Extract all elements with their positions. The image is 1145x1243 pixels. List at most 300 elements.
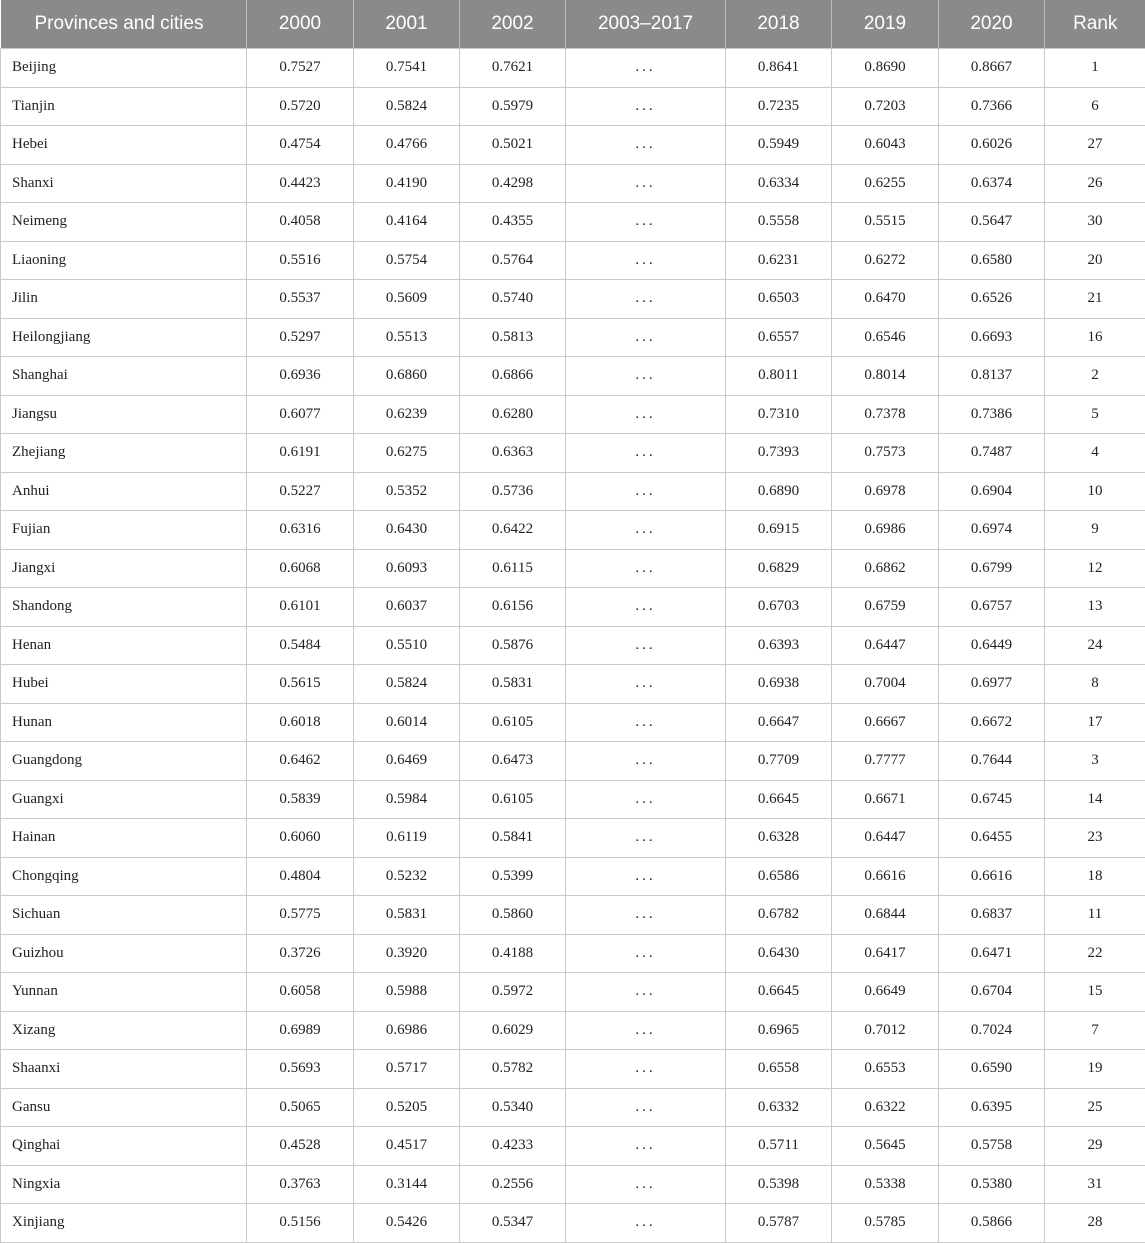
- value-cell: 0.6647: [726, 703, 832, 742]
- value-cell: 0.6671: [832, 780, 939, 819]
- table-row: [1, 703, 1145, 742]
- value-cell: 0.8011: [726, 357, 832, 396]
- rank-cell: 31: [1045, 1165, 1145, 1204]
- value-cell: 0.5297: [247, 318, 354, 357]
- table-row: [1, 49, 1145, 88]
- header-row: [1, 0, 1145, 49]
- value-cell: 0.5979: [460, 87, 566, 126]
- omitted-years-cell: ...: [566, 511, 726, 550]
- province-name-cell: Fujian: [1, 511, 247, 550]
- value-cell: 0.5841: [460, 819, 566, 858]
- value-cell: 0.5516: [247, 241, 354, 280]
- value-cell: 0.6938: [726, 665, 832, 704]
- value-cell: 0.4164: [354, 203, 460, 242]
- value-cell: 0.4355: [460, 203, 566, 242]
- rank-cell: 13: [1045, 588, 1145, 627]
- value-cell: 0.5537: [247, 280, 354, 319]
- table-row: [1, 1011, 1145, 1050]
- value-cell: 0.7573: [832, 434, 939, 473]
- value-cell: 0.7541: [354, 49, 460, 88]
- value-cell: 0.6745: [939, 780, 1045, 819]
- province-name-cell: Neimeng: [1, 203, 247, 242]
- province-name-cell: Shanghai: [1, 357, 247, 396]
- column-header-2001: 2001: [354, 0, 460, 49]
- value-cell: 0.7024: [939, 1011, 1045, 1050]
- omitted-years-cell: ...: [566, 703, 726, 742]
- value-cell: 0.6029: [460, 1011, 566, 1050]
- value-cell: 0.6860: [354, 357, 460, 396]
- value-cell: 0.7644: [939, 742, 1045, 781]
- value-cell: 0.5065: [247, 1088, 354, 1127]
- value-cell: 0.5988: [354, 973, 460, 1012]
- value-cell: 0.5021: [460, 126, 566, 165]
- table-row: [1, 395, 1145, 434]
- omitted-years-cell: ...: [566, 203, 726, 242]
- value-cell: 0.3920: [354, 934, 460, 973]
- rank-cell: 10: [1045, 472, 1145, 511]
- value-cell: 0.6455: [939, 819, 1045, 858]
- value-cell: 0.6275: [354, 434, 460, 473]
- value-cell: 0.6558: [726, 1050, 832, 1089]
- rank-cell: 16: [1045, 318, 1145, 357]
- omitted-years-cell: ...: [566, 934, 726, 973]
- province-name-cell: Beijing: [1, 49, 247, 88]
- table-row: [1, 1050, 1145, 1089]
- rank-cell: 1: [1045, 49, 1145, 88]
- value-cell: 0.8641: [726, 49, 832, 88]
- value-cell: 0.6915: [726, 511, 832, 550]
- value-cell: 0.5720: [247, 87, 354, 126]
- value-cell: 0.7621: [460, 49, 566, 88]
- table-row: [1, 1204, 1145, 1243]
- table-row: [1, 973, 1145, 1012]
- omitted-years-cell: ...: [566, 434, 726, 473]
- value-cell: 0.6239: [354, 395, 460, 434]
- value-cell: 0.6393: [726, 626, 832, 665]
- value-cell: 0.6471: [939, 934, 1045, 973]
- value-cell: 0.5813: [460, 318, 566, 357]
- value-cell: 0.2556: [460, 1165, 566, 1204]
- value-cell: 0.7310: [726, 395, 832, 434]
- value-cell: 0.4233: [460, 1127, 566, 1166]
- value-cell: 0.6667: [832, 703, 939, 742]
- omitted-years-cell: ...: [566, 626, 726, 665]
- value-cell: 0.6703: [726, 588, 832, 627]
- value-cell: 0.7378: [832, 395, 939, 434]
- value-cell: 0.6374: [939, 164, 1045, 203]
- value-cell: 0.6191: [247, 434, 354, 473]
- rank-cell: 9: [1045, 511, 1145, 550]
- value-cell: 0.5775: [247, 896, 354, 935]
- table-row: [1, 280, 1145, 319]
- value-cell: 0.4517: [354, 1127, 460, 1166]
- table-row: [1, 87, 1145, 126]
- omitted-years-cell: ...: [566, 549, 726, 588]
- value-cell: 0.6470: [832, 280, 939, 319]
- table-row: [1, 434, 1145, 473]
- rank-cell: 7: [1045, 1011, 1145, 1050]
- value-cell: 0.5156: [247, 1204, 354, 1243]
- value-cell: 0.6989: [247, 1011, 354, 1050]
- value-cell: 0.5205: [354, 1088, 460, 1127]
- value-cell: 0.5824: [354, 665, 460, 704]
- omitted-years-cell: ...: [566, 164, 726, 203]
- value-cell: 0.6862: [832, 549, 939, 588]
- value-cell: 0.6974: [939, 511, 1045, 550]
- omitted-years-cell: ...: [566, 819, 726, 858]
- value-cell: 0.6546: [832, 318, 939, 357]
- column-header-provinces: Provinces and cities: [1, 0, 247, 49]
- province-name-cell: Guangxi: [1, 780, 247, 819]
- value-cell: 0.7203: [832, 87, 939, 126]
- table-header: [1, 0, 1145, 49]
- value-cell: 0.6447: [832, 819, 939, 858]
- table-row: [1, 934, 1145, 973]
- value-cell: 0.6890: [726, 472, 832, 511]
- rank-cell: 27: [1045, 126, 1145, 165]
- column-header-2002: 2002: [460, 0, 566, 49]
- rank-cell: 21: [1045, 280, 1145, 319]
- table-row: [1, 241, 1145, 280]
- province-name-cell: Hunan: [1, 703, 247, 742]
- value-cell: 0.6936: [247, 357, 354, 396]
- value-cell: 0.6332: [726, 1088, 832, 1127]
- value-cell: 0.6782: [726, 896, 832, 935]
- value-cell: 0.5949: [726, 126, 832, 165]
- omitted-years-cell: ...: [566, 1050, 726, 1089]
- value-cell: 0.6334: [726, 164, 832, 203]
- province-name-cell: Hubei: [1, 665, 247, 704]
- value-cell: 0.3726: [247, 934, 354, 973]
- value-cell: 0.5380: [939, 1165, 1045, 1204]
- value-cell: 0.6093: [354, 549, 460, 588]
- value-cell: 0.6119: [354, 819, 460, 858]
- value-cell: 0.5513: [354, 318, 460, 357]
- value-cell: 0.3144: [354, 1165, 460, 1204]
- value-cell: 0.8690: [832, 49, 939, 88]
- rank-cell: 29: [1045, 1127, 1145, 1166]
- value-cell: 0.6043: [832, 126, 939, 165]
- value-cell: 0.5398: [726, 1165, 832, 1204]
- province-name-cell: Guizhou: [1, 934, 247, 973]
- province-name-cell: Chongqing: [1, 857, 247, 896]
- value-cell: 0.5866: [939, 1204, 1045, 1243]
- value-cell: 0.5347: [460, 1204, 566, 1243]
- value-cell: 0.6866: [460, 357, 566, 396]
- value-cell: 0.4188: [460, 934, 566, 973]
- value-cell: 0.6837: [939, 896, 1045, 935]
- value-cell: 0.7235: [726, 87, 832, 126]
- value-cell: 0.6904: [939, 472, 1045, 511]
- value-cell: 0.5876: [460, 626, 566, 665]
- table-row: [1, 549, 1145, 588]
- value-cell: 0.5232: [354, 857, 460, 896]
- rank-cell: 14: [1045, 780, 1145, 819]
- value-cell: 0.5839: [247, 780, 354, 819]
- province-name-cell: Zhejiang: [1, 434, 247, 473]
- province-name-cell: Shanxi: [1, 164, 247, 203]
- value-cell: 0.6430: [354, 511, 460, 550]
- value-cell: 0.5399: [460, 857, 566, 896]
- value-cell: 0.4754: [247, 126, 354, 165]
- omitted-years-cell: ...: [566, 280, 726, 319]
- value-cell: 0.6430: [726, 934, 832, 973]
- province-name-cell: Hainan: [1, 819, 247, 858]
- rank-cell: 4: [1045, 434, 1145, 473]
- value-cell: 0.5782: [460, 1050, 566, 1089]
- table-row: [1, 742, 1145, 781]
- omitted-years-cell: ...: [566, 49, 726, 88]
- omitted-years-cell: ...: [566, 665, 726, 704]
- omitted-years-cell: ...: [566, 857, 726, 896]
- omitted-years-cell: ...: [566, 896, 726, 935]
- value-cell: 0.5787: [726, 1204, 832, 1243]
- value-cell: 0.6799: [939, 549, 1045, 588]
- value-cell: 0.6704: [939, 973, 1045, 1012]
- table-row: [1, 588, 1145, 627]
- omitted-years-cell: ...: [566, 87, 726, 126]
- omitted-years-cell: ...: [566, 241, 726, 280]
- omitted-years-cell: ...: [566, 472, 726, 511]
- table-row: [1, 472, 1145, 511]
- column-header-rank: Rank: [1045, 0, 1145, 49]
- value-cell: 0.5693: [247, 1050, 354, 1089]
- rank-cell: 17: [1045, 703, 1145, 742]
- value-cell: 0.5510: [354, 626, 460, 665]
- table-row: [1, 511, 1145, 550]
- rank-cell: 12: [1045, 549, 1145, 588]
- value-cell: 0.4190: [354, 164, 460, 203]
- value-cell: 0.6316: [247, 511, 354, 550]
- value-cell: 0.6395: [939, 1088, 1045, 1127]
- table-row: [1, 1127, 1145, 1166]
- table-row: [1, 126, 1145, 165]
- omitted-years-cell: ...: [566, 318, 726, 357]
- rank-cell: 20: [1045, 241, 1145, 280]
- value-cell: 0.6363: [460, 434, 566, 473]
- value-cell: 0.5515: [832, 203, 939, 242]
- rank-cell: 26: [1045, 164, 1145, 203]
- value-cell: 0.6986: [832, 511, 939, 550]
- province-name-cell: Heilongjiang: [1, 318, 247, 357]
- rank-cell: 2: [1045, 357, 1145, 396]
- value-cell: 0.6058: [247, 973, 354, 1012]
- value-cell: 0.6101: [247, 588, 354, 627]
- value-cell: 0.5338: [832, 1165, 939, 1204]
- value-cell: 0.6503: [726, 280, 832, 319]
- value-cell: 0.6447: [832, 626, 939, 665]
- value-cell: 0.6026: [939, 126, 1045, 165]
- value-cell: 0.6280: [460, 395, 566, 434]
- rank-cell: 30: [1045, 203, 1145, 242]
- column-header-2018: 2018: [726, 0, 832, 49]
- value-cell: 0.6978: [832, 472, 939, 511]
- value-cell: 0.6115: [460, 549, 566, 588]
- province-name-cell: Henan: [1, 626, 247, 665]
- omitted-years-cell: ...: [566, 588, 726, 627]
- column-header-2000: 2000: [247, 0, 354, 49]
- province-name-cell: Hebei: [1, 126, 247, 165]
- omitted-years-cell: ...: [566, 395, 726, 434]
- value-cell: 0.6473: [460, 742, 566, 781]
- omitted-years-cell: ...: [566, 126, 726, 165]
- omitted-years-cell: ...: [566, 780, 726, 819]
- value-cell: 0.7386: [939, 395, 1045, 434]
- province-name-cell: Jilin: [1, 280, 247, 319]
- value-cell: 0.6469: [354, 742, 460, 781]
- value-cell: 0.4058: [247, 203, 354, 242]
- table-row: [1, 857, 1145, 896]
- value-cell: 0.5860: [460, 896, 566, 935]
- rank-cell: 25: [1045, 1088, 1145, 1127]
- value-cell: 0.6449: [939, 626, 1045, 665]
- table-row: [1, 896, 1145, 935]
- value-cell: 0.4298: [460, 164, 566, 203]
- omitted-years-cell: ...: [566, 1204, 726, 1243]
- value-cell: 0.6557: [726, 318, 832, 357]
- rank-cell: 6: [1045, 87, 1145, 126]
- table-row: [1, 1165, 1145, 1204]
- value-cell: 0.6586: [726, 857, 832, 896]
- rank-cell: 28: [1045, 1204, 1145, 1243]
- value-cell: 0.5984: [354, 780, 460, 819]
- value-cell: 0.6422: [460, 511, 566, 550]
- table-body: [1, 49, 1145, 1243]
- value-cell: 0.6645: [726, 973, 832, 1012]
- omitted-years-cell: ...: [566, 357, 726, 396]
- value-cell: 0.5426: [354, 1204, 460, 1243]
- table-row: [1, 203, 1145, 242]
- table-row: [1, 357, 1145, 396]
- rank-cell: 23: [1045, 819, 1145, 858]
- rank-cell: 11: [1045, 896, 1145, 935]
- value-cell: 0.5615: [247, 665, 354, 704]
- table-row: [1, 819, 1145, 858]
- value-cell: 0.6322: [832, 1088, 939, 1127]
- table-row: [1, 780, 1145, 819]
- value-cell: 0.7004: [832, 665, 939, 704]
- province-name-cell: Shaanxi: [1, 1050, 247, 1089]
- value-cell: 0.4804: [247, 857, 354, 896]
- value-cell: 0.6105: [460, 703, 566, 742]
- table-row: [1, 665, 1145, 704]
- value-cell: 0.6965: [726, 1011, 832, 1050]
- value-cell: 0.6526: [939, 280, 1045, 319]
- value-cell: 0.5558: [726, 203, 832, 242]
- value-cell: 0.6649: [832, 973, 939, 1012]
- value-cell: 0.6105: [460, 780, 566, 819]
- province-name-cell: Qinghai: [1, 1127, 247, 1166]
- value-cell: 0.5831: [354, 896, 460, 935]
- value-cell: 0.5736: [460, 472, 566, 511]
- value-cell: 0.5740: [460, 280, 566, 319]
- rank-cell: 8: [1045, 665, 1145, 704]
- value-cell: 0.7366: [939, 87, 1045, 126]
- value-cell: 0.5785: [832, 1204, 939, 1243]
- table-row: [1, 626, 1145, 665]
- value-cell: 0.5227: [247, 472, 354, 511]
- value-cell: 0.6977: [939, 665, 1045, 704]
- rank-cell: 19: [1045, 1050, 1145, 1089]
- rank-cell: 18: [1045, 857, 1145, 896]
- value-cell: 0.8137: [939, 357, 1045, 396]
- value-cell: 0.5824: [354, 87, 460, 126]
- value-cell: 0.6156: [460, 588, 566, 627]
- value-cell: 0.8667: [939, 49, 1045, 88]
- value-cell: 0.5972: [460, 973, 566, 1012]
- value-cell: 0.7777: [832, 742, 939, 781]
- value-cell: 0.6068: [247, 549, 354, 588]
- value-cell: 0.6255: [832, 164, 939, 203]
- value-cell: 0.5831: [460, 665, 566, 704]
- value-cell: 0.6553: [832, 1050, 939, 1089]
- value-cell: 0.6328: [726, 819, 832, 858]
- value-cell: 0.5484: [247, 626, 354, 665]
- value-cell: 0.6672: [939, 703, 1045, 742]
- province-name-cell: Anhui: [1, 472, 247, 511]
- value-cell: 0.7527: [247, 49, 354, 88]
- table-row: [1, 1088, 1145, 1127]
- province-name-cell: Shandong: [1, 588, 247, 627]
- value-cell: 0.6060: [247, 819, 354, 858]
- value-cell: 0.5711: [726, 1127, 832, 1166]
- value-cell: 0.8014: [832, 357, 939, 396]
- province-name-cell: Xinjiang: [1, 1204, 247, 1243]
- rank-cell: 24: [1045, 626, 1145, 665]
- omitted-years-cell: ...: [566, 1088, 726, 1127]
- table-row: [1, 318, 1145, 357]
- value-cell: 0.5758: [939, 1127, 1045, 1166]
- rank-cell: 3: [1045, 742, 1145, 781]
- value-cell: 0.6580: [939, 241, 1045, 280]
- value-cell: 0.7709: [726, 742, 832, 781]
- province-name-cell: Gansu: [1, 1088, 247, 1127]
- province-name-cell: Tianjin: [1, 87, 247, 126]
- omitted-years-cell: ...: [566, 742, 726, 781]
- value-cell: 0.3763: [247, 1165, 354, 1204]
- value-cell: 0.6417: [832, 934, 939, 973]
- value-cell: 0.6077: [247, 395, 354, 434]
- value-cell: 0.5352: [354, 472, 460, 511]
- value-cell: 0.5645: [832, 1127, 939, 1166]
- value-cell: 0.7393: [726, 434, 832, 473]
- province-name-cell: Jiangxi: [1, 549, 247, 588]
- province-name-cell: Ningxia: [1, 1165, 247, 1204]
- value-cell: 0.6231: [726, 241, 832, 280]
- value-cell: 0.6645: [726, 780, 832, 819]
- value-cell: 0.4766: [354, 126, 460, 165]
- province-name-cell: Xizang: [1, 1011, 247, 1050]
- value-cell: 0.6037: [354, 588, 460, 627]
- value-cell: 0.6759: [832, 588, 939, 627]
- column-header-2019: 2019: [832, 0, 939, 49]
- value-cell: 0.6986: [354, 1011, 460, 1050]
- value-cell: 0.6590: [939, 1050, 1045, 1089]
- omitted-years-cell: ...: [566, 973, 726, 1012]
- province-name-cell: Guangdong: [1, 742, 247, 781]
- value-cell: 0.6757: [939, 588, 1045, 627]
- table-row: [1, 164, 1145, 203]
- value-cell: 0.5764: [460, 241, 566, 280]
- value-cell: 0.5340: [460, 1088, 566, 1127]
- omitted-years-cell: ...: [566, 1127, 726, 1166]
- value-cell: 0.6462: [247, 742, 354, 781]
- column-header-2020: 2020: [939, 0, 1045, 49]
- rank-cell: 22: [1045, 934, 1145, 973]
- value-cell: 0.5717: [354, 1050, 460, 1089]
- value-cell: 0.6018: [247, 703, 354, 742]
- value-cell: 0.7012: [832, 1011, 939, 1050]
